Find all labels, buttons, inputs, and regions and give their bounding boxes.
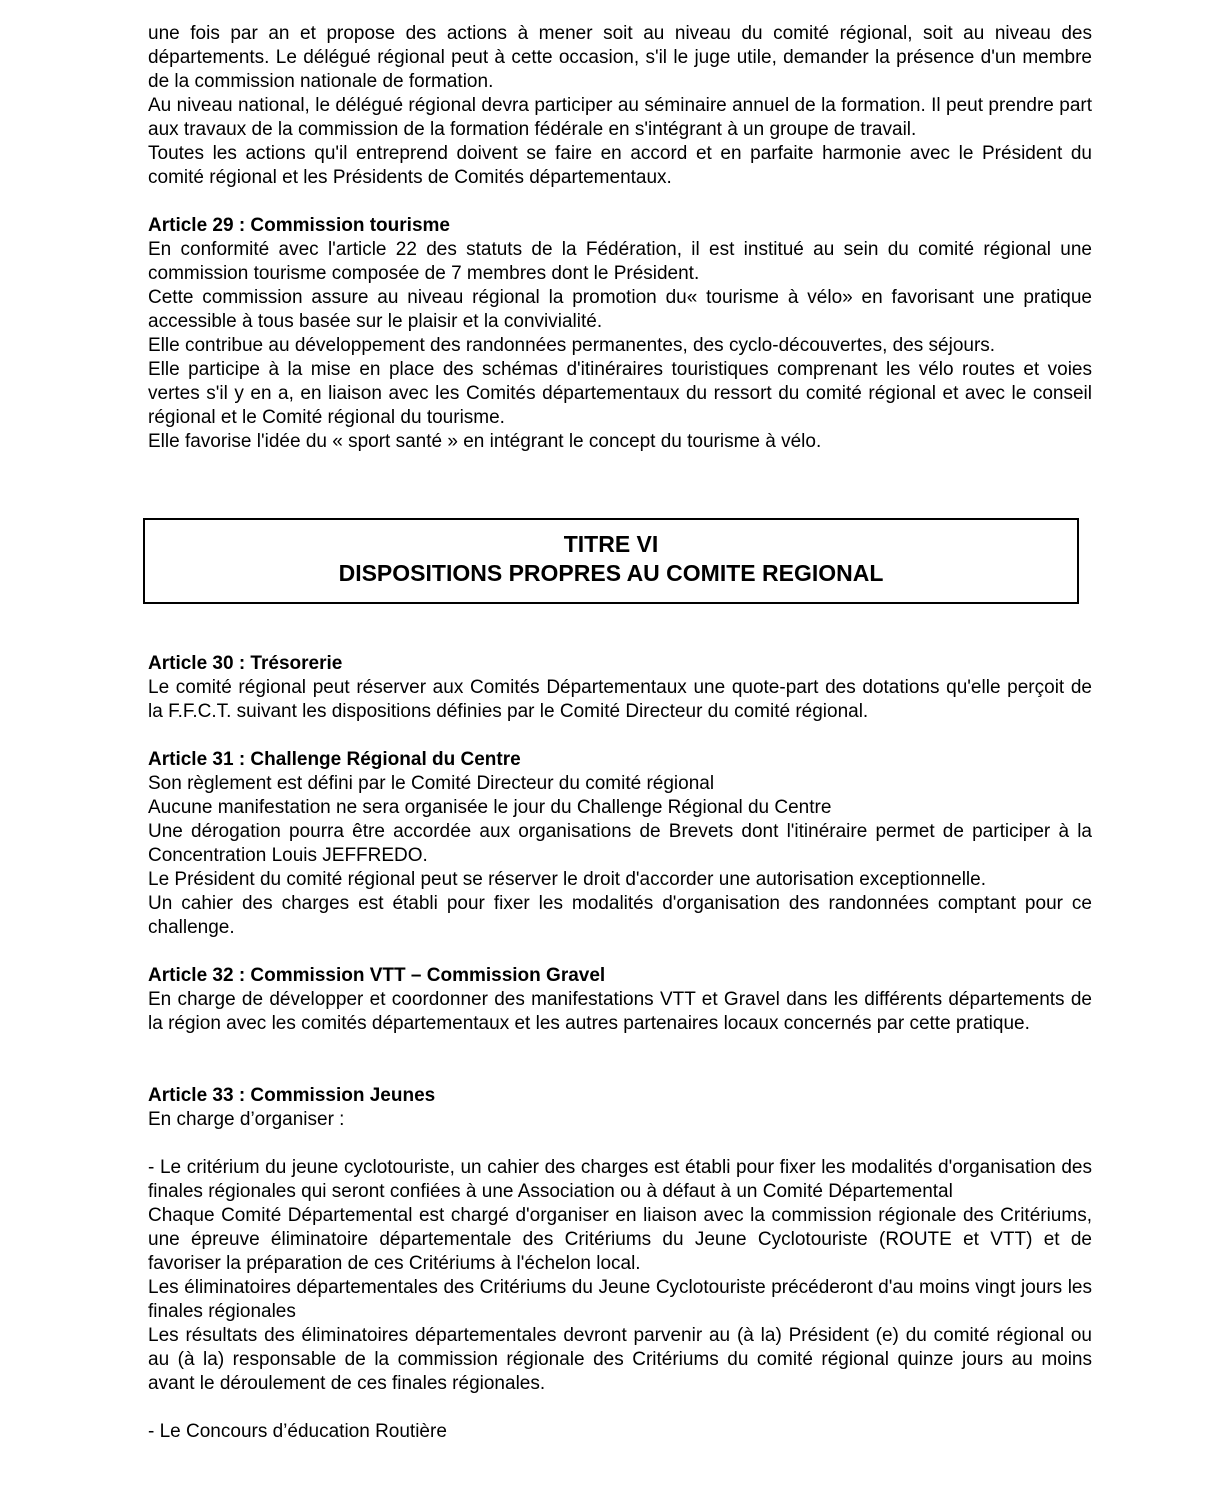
article-31-heading: Article 31 : Challenge Régional du Centre	[148, 749, 521, 770]
paragraph: En conformité avec l'article 22 des statuts de la Fédération, il est institué au sein du comité régional une commission tourisme composée de 7 membres dont le Président.	[148, 239, 1092, 284]
paragraph: - Le critérium du jeune cyclotouriste, un cahier des charges est établi pour fixer les modalités d'organisation des finales régionales qui seront confiées à une Association ou à défaut à un Comité Départemental	[148, 1157, 1092, 1202]
paragraph: Aucune manifestation ne sera organisée le jour du Challenge Régional du Centre	[148, 797, 832, 818]
paragraph: Le comité régional peut réserver aux Comités Départementaux une quote-part des dotations qu'elle perçoit de la F.F.C.T. suivant les dispositions définies par le Comité Directeur du comité régional.	[148, 677, 1092, 722]
title-line-2: DISPOSITIONS PROPRES AU COMITE REGIONAL	[338, 560, 884, 586]
paragraph: Au niveau national, le délégué régional devra participer au séminaire annuel de la formation. Il peut prendre part aux travaux de la commission de la formation fédérale en s'intégrant à un groupe de travail.	[148, 95, 1092, 140]
paragraph: une fois par an et propose des actions à mener soit au niveau du comité régional, soit au niveau des départements. Le délégué régional peut à cette occasion, s'il le juge utile, demander la présence d'un membre de la commission nationale de formation.	[148, 23, 1092, 92]
article-30-heading: Article 30 : Trésorerie	[148, 653, 343, 674]
article-32-heading: Article 32 : Commission VTT – Commission Gravel	[148, 965, 606, 986]
document-section-bottom	[148, 652, 1092, 1444]
paragraph: Elle participe à la mise en place des schémas d'itinéraires touristiques comprenant les vélo routes et voies vertes s'il y en a, en liaison avec les Comités départementaux du ressort du comité régional et avec le conseil régional et le Comité régional du tourisme.	[148, 359, 1092, 428]
paragraph: Son règlement est défini par le Comité Directeur du comité régional	[148, 773, 715, 794]
paragraph: En charge de développer et coordonner des manifestations VTT et Gravel dans les différents départements de la région avec les comités départementaux et les autres partenaires locaux concernés par cette pratique.	[148, 989, 1092, 1034]
paragraph: Une dérogation pourra être accordée aux organisations de Brevets dont l'itinéraire permet de participer à la Concentration Louis JEFFREDO.	[148, 821, 1092, 866]
paragraph: Toutes les actions qu'il entreprend doivent se faire en accord et en parfaite harmonie avec le Président du comité régional et les Présidents de Comités départementaux.	[148, 143, 1092, 188]
paragraph: Un cahier des charges est établi pour fixer les modalités d'organisation des randonnées comptant pour ce challenge.	[148, 893, 1092, 938]
paragraph: Elle contribue au développement des randonnées permanentes, des cyclo-découvertes, des séjours.	[148, 335, 996, 356]
paragraph: Les résultats des éliminatoires départementales devront parvenir au (à la) Président (e) du comité régional ou au (à la) responsable de la commission régionale des Critériums du comité régional quinze jours au moins avant le déroulement de ces finales régionales.	[148, 1325, 1092, 1394]
document-section-top	[148, 22, 1092, 454]
paragraph: Les éliminatoires départementales des Critériums du Jeune Cyclotouriste précéderont d'au moins vingt jours les finales régionales	[148, 1277, 1092, 1322]
spacer	[148, 1036, 1092, 1084]
spacer	[148, 724, 1092, 748]
spacer	[148, 940, 1092, 964]
paragraph: Chaque Comité Départemental est chargé d'organiser en liaison avec la commission régionale des Critériums, une épreuve éliminatoire départementale des Critériums du Jeune Cyclotouriste (ROUTE et VTT) et de favoriser la préparation de ces Critériums à l'échelon local.	[148, 1205, 1092, 1274]
article-33-heading: Article 33 : Commission Jeunes	[148, 1085, 436, 1106]
spacer	[148, 1396, 1092, 1420]
title-line-1: TITRE VI	[563, 531, 659, 557]
spacer	[148, 190, 1092, 214]
article-29-heading: Article 29 : Commission tourisme	[148, 215, 450, 236]
paragraph: Le Président du comité régional peut se réserver le droit d'accorder une autorisation exceptionnelle.	[148, 869, 987, 890]
paragraph: Cette commission assure au niveau régional la promotion du« tourisme à vélo» en favorisant une pratique accessible à tous basée sur le plaisir et la convivialité.	[148, 287, 1092, 332]
paragraph: Elle favorise l'idée du « sport santé » en intégrant le concept du tourisme à vélo.	[148, 431, 822, 452]
title-box	[143, 518, 1079, 604]
paragraph: En charge d’organiser :	[148, 1109, 345, 1130]
spacer	[148, 1132, 1092, 1156]
paragraph: - Le Concours d’éducation Routière	[148, 1421, 447, 1442]
